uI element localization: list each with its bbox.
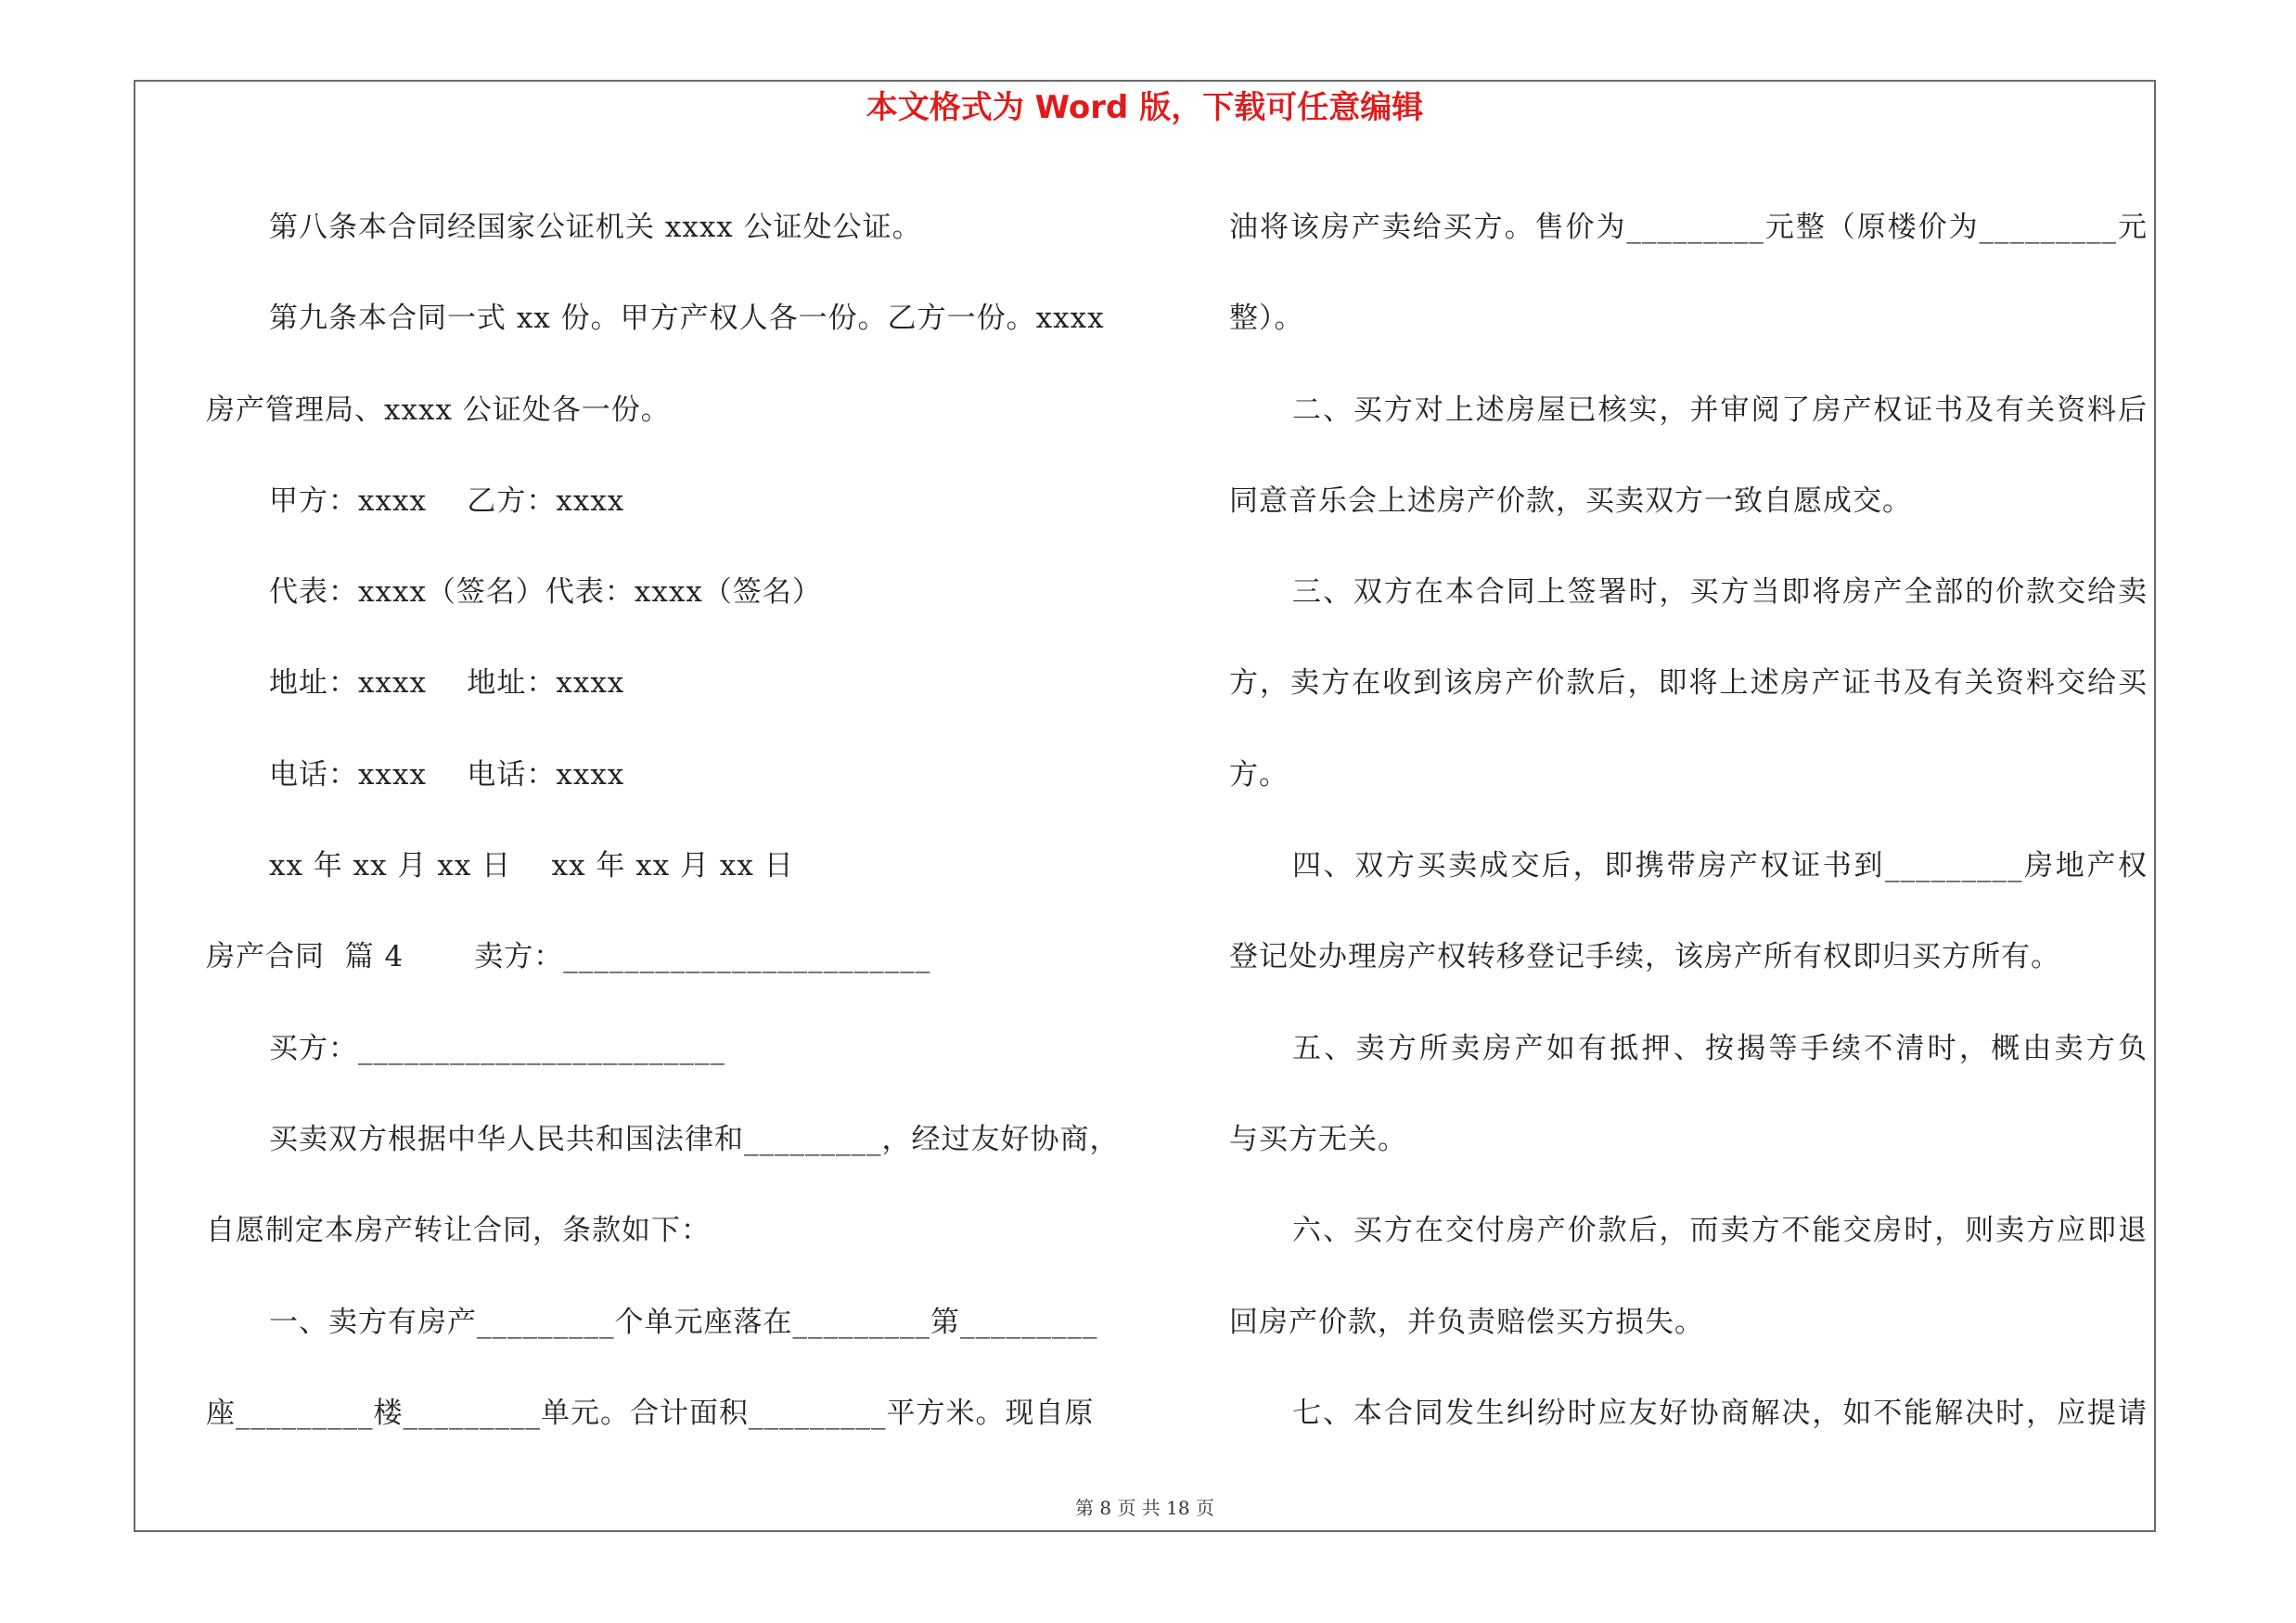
text-line: 买方：________________________	[269, 1031, 725, 1065]
text-line: 电话：xxxx 电话：xxxx	[269, 757, 625, 792]
text-line: xx 年 xx 月 xx 日 xx 年 xx 月 xx 日	[269, 849, 794, 883]
text-line: 一、卖方有房产_________个单元座落在_________第_________	[269, 1305, 1098, 1339]
text-line: 自愿制定本房产转让合同，条款如下：	[206, 1214, 711, 1248]
left-text-column	[206, 182, 1134, 1459]
text-line: 四、双方买卖成交后，即携带房产权证书到_________房地产权	[1292, 849, 2148, 883]
text-line: 买卖双方根据中华人民共和国法律和_________，经过友好协商，	[269, 1122, 1120, 1156]
page-number-footer: 第 8 页 共 18 页	[1075, 1497, 1214, 1519]
text-line: 同意音乐会上述房产价款，买卖双方一致自愿成交。	[1229, 483, 1912, 518]
text-line: 登记处办理房产权转移登记手续，该房产所有权即归买方所有。	[1229, 940, 2060, 974]
text-line: 甲方：xxxx 乙方：xxxx	[269, 483, 625, 518]
text-line: 座_________楼_________单元。合计面积_________平方米。现自原	[206, 1396, 1095, 1430]
text-line: 三、双方在本合同上签署时，买方当即将房产全部的价款交给卖	[1292, 575, 2148, 610]
text-line: 方，卖方在收到该房产价款后，即将上述房产证书及有关资料交给买	[1229, 666, 2148, 701]
text-line: 房产管理局、xxxx 公证处各一份。	[206, 393, 671, 427]
text-line: 代表：xxxx（签名）代表：xxxx（签名）	[269, 575, 822, 610]
text-line: 方。	[1229, 757, 1289, 792]
text-line: 油将该房产卖给买方。售价为_________元整（原楼价为_________元	[1229, 211, 2148, 244]
text-line: 与买方无关。	[1229, 1122, 1407, 1156]
text-line: 二、买方对上述房屋已核实，并审阅了房产权证书及有关资料后	[1292, 393, 2148, 427]
text-line: 第八条本合同经国家公证机关 xxxx 公证处公证。	[269, 211, 922, 244]
text-line: 回房产价款，并负责赔偿买方损失。	[1229, 1305, 1704, 1339]
format-notice-banner: 本文格式为 Word 版，下载可任意编辑	[866, 89, 1424, 126]
text-line: 房产合同 篇 4 卖方：________________________	[206, 940, 931, 974]
text-line: 五、卖方所卖房产如有抵押、按揭等手续不清时，概由卖方负	[1292, 1031, 2148, 1065]
right-text-column	[1229, 182, 2148, 1459]
text-line: 七、本合同发生纠纷时应友好协商解决，如不能解决时，应提请	[1292, 1396, 2148, 1430]
text-line: 六、买方在交付房产价款后，而卖方不能交房时，则卖方应即退	[1292, 1214, 2148, 1248]
text-line: 整）。	[1229, 302, 1304, 336]
text-line: 第九条本合同一式 xx 份。甲方产权人各一份。乙方一份。xxxx	[269, 302, 1105, 336]
text-line: 地址：xxxx 地址：xxxx	[269, 666, 625, 701]
